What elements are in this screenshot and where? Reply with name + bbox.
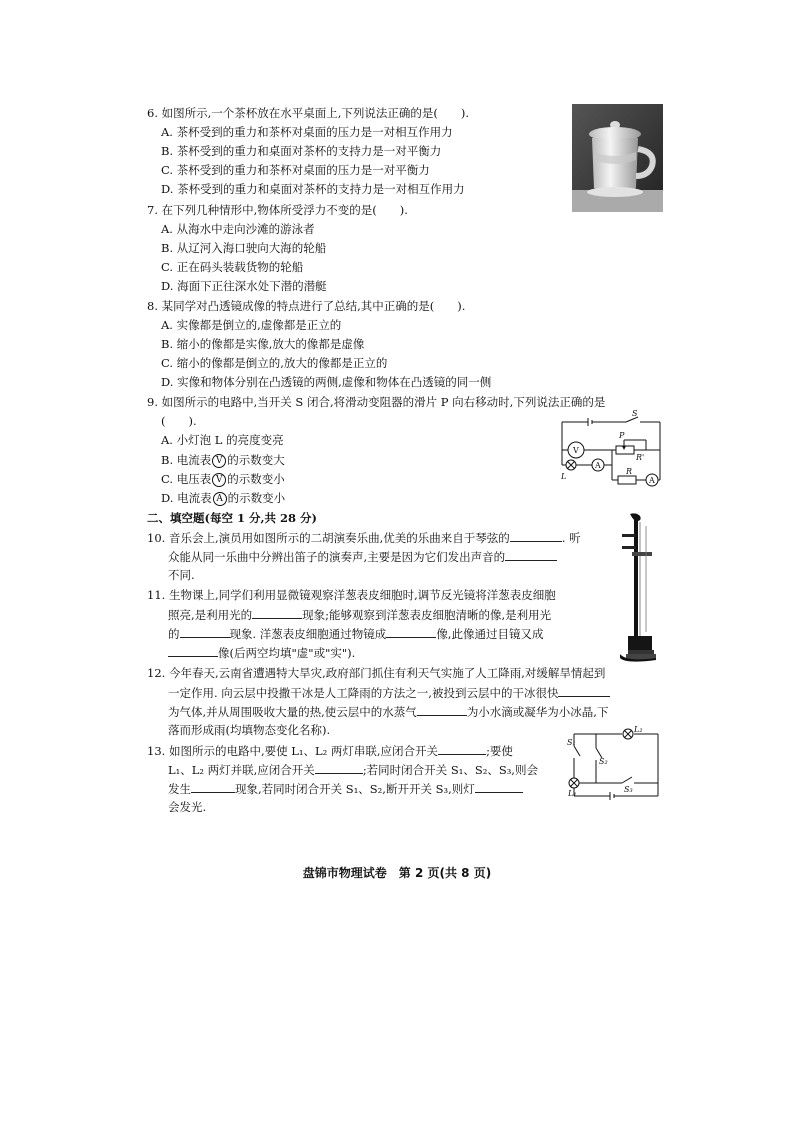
- q10-blank-2[interactable]: [505, 548, 557, 561]
- q13-blank-4[interactable]: [475, 780, 523, 793]
- q10-line-2: [168, 548, 557, 565]
- circuit9-label-l: L: [561, 472, 567, 481]
- q11-line-4: 像(后两空均填"虚"或"实").: [218, 646, 356, 660]
- q7-option-b: B. 从辽河入海口驶向大海的轮船: [161, 241, 327, 255]
- q7-option-d: D. 海面下正往深水处下潜的潜艇: [161, 279, 327, 293]
- q11-line-2a: 照亮,是利用光的: [168, 608, 253, 622]
- circuit13-label-s1: S₁: [567, 738, 576, 747]
- q8-option-d: D. 实像和物体分别在凸透镜的两侧,虚像和物体在凸透镜的同一侧: [161, 375, 492, 389]
- circuit9-ammeter-2: A: [649, 476, 655, 485]
- q13-line-3: [168, 780, 523, 797]
- circuit9-label-p: P: [619, 431, 625, 440]
- q12-line-3: [168, 703, 608, 720]
- q11-line-2: [168, 606, 551, 623]
- q10-line-1b: . 听: [561, 531, 581, 545]
- q12-blank-1[interactable]: [558, 684, 610, 697]
- q11-line-2b: 现象;能够观察到洋葱表皮细胞清晰的像,是利用光: [302, 608, 552, 622]
- q9-option-d-pre: D. 电流表: [161, 491, 212, 505]
- q13-line-4: 会发光.: [168, 800, 207, 814]
- q11-blank-4[interactable]: [168, 644, 218, 657]
- q9-option-d: [161, 490, 285, 506]
- q13-line-2: [168, 761, 538, 778]
- q13-line-2b: ;若同时闭合开关 S₁、S₂、S₃,则会: [362, 763, 538, 777]
- q13-line-2a: L₁、L₂ 两灯并联,应闭合开关: [168, 763, 315, 777]
- q9-option-a: A. 小灯泡 L 的亮度变亮: [161, 433, 284, 447]
- q10-line-2a: 众能从同一乐曲中分辨出笛子的演奏声,主要是因为它们发出声音的: [168, 550, 506, 564]
- q10-line-1a: 10. 音乐会上,演员用如图所示的二胡演奏乐曲,优美的乐曲来自于琴弦的: [147, 531, 510, 545]
- circuit9-ammeter-1: A: [595, 461, 601, 470]
- q6-option-d: D. 茶杯受到的重力和桌面对茶杯的支持力是一对相互作用力: [161, 182, 465, 196]
- q9-option-b-pre: B. 电流表: [161, 453, 212, 467]
- circuit9-label-r: R: [626, 467, 633, 476]
- q11-blank-2[interactable]: [180, 625, 230, 638]
- q13-blank-2[interactable]: [315, 761, 363, 774]
- q11-line-3: [168, 625, 543, 642]
- q9-option-b: [161, 452, 285, 468]
- q13-line-3b: 现象,若同时闭合开关 S₁、S₂,断开开关 S₃,则灯: [235, 782, 475, 796]
- q9-stem-cont: ( ).: [161, 414, 197, 428]
- q12-line-3b: 为小水滴或凝华为小冰晶,下: [466, 705, 609, 719]
- circuit13-label-s3: S₃: [624, 785, 633, 794]
- q9-option-c-post: 的示数变小: [227, 472, 285, 486]
- q6-option-b: B. 茶杯受到的重力和桌面对茶杯的支持力是一对平衡力: [161, 144, 442, 158]
- voltmeter-symbol: V: [212, 454, 226, 468]
- q11-line-4: [168, 644, 355, 661]
- q9-option-c-pre: C. 电压表: [161, 472, 212, 486]
- erhu-illustration: [618, 512, 664, 664]
- q11-blank-1[interactable]: [252, 606, 302, 619]
- q12-line-1: 12. 今年春天,云南省遭遇特大旱灾,政府部门抓住有利天气实施了人工降雨,对缓解旱情起到: [147, 666, 606, 680]
- q10-blank-1[interactable]: [510, 529, 562, 542]
- q6-option-a: A. 茶杯受到的重力和茶杯对桌面的压力是一对相互作用力: [161, 125, 453, 139]
- q12-line-4: 落而形成雨(均填物态变化名称).: [168, 723, 331, 737]
- q11-line-3c: 像,此像通过目镜又成: [436, 627, 544, 641]
- q9-option-b-post: 的示数变大: [227, 453, 285, 467]
- q11-blank-3[interactable]: [386, 625, 436, 638]
- circuit13-label-l1: L₁: [568, 789, 577, 798]
- q12-blank-2[interactable]: [417, 703, 467, 716]
- voltmeter-symbol: V: [212, 473, 226, 487]
- q7-stem: 7. 在下列几种情形中,物体所受浮力不变的是( ).: [147, 203, 408, 217]
- q8-option-c: C. 缩小的像都是倒立的,放大的像都是正立的: [161, 356, 388, 370]
- q9-circuit-diagram: [556, 410, 668, 492]
- q13-line-3a: 发生: [168, 782, 191, 796]
- q13-line-1: [147, 742, 513, 759]
- section-title-fill-in: 二、填空题(每空 1 分,共 28 分): [147, 511, 317, 525]
- q9-stem: 9. 如图所示的电路中,当开关 S 闭合,将滑动变阻器的滑片 P 向右移动时,下列说法正确的是: [147, 395, 606, 409]
- circuit13-label-l2: L₂: [634, 726, 643, 734]
- q9-option-c: [161, 471, 285, 487]
- q8-stem: 8. 某同学对凸透镜成像的特点进行了总结,其中正确的是( ).: [147, 299, 466, 313]
- q11-line-1: 11. 生物课上,同学们利用显微镜观察洋葱表皮细胞时,调节反光镜将洋葱表皮细胞: [147, 588, 556, 602]
- q11-line-3a: 的: [168, 627, 180, 641]
- q6-option-c: C. 茶杯受到的重力和茶杯对桌面的压力是一对平衡力: [161, 163, 430, 177]
- q8-option-a: A. 实像都是倒立的,虚像都是正立的: [161, 318, 342, 332]
- teacup-photo: [572, 104, 663, 212]
- q10-line-3: 不同.: [168, 568, 195, 582]
- q12-line-2: 一定作用. 向云层中投撒干冰是人工降雨的方法之一,被投到云层中的干冰很快: [168, 686, 559, 700]
- q13-line-1b: ;要使: [486, 744, 513, 758]
- circuit13-label-s2: S₂: [599, 757, 608, 766]
- q7-option-a: A. 从海水中走向沙滩的游泳者: [161, 222, 315, 236]
- q12-line-2: [168, 684, 610, 701]
- ammeter-symbol: A: [213, 492, 227, 506]
- q13-circuit-diagram: [566, 726, 666, 808]
- q13-blank-1[interactable]: [438, 742, 486, 755]
- page-footer: 盘锦市物理试卷 第 2 页(共 8 页): [302, 866, 492, 880]
- q10-line-1: [147, 529, 581, 546]
- q7-option-c: C. 正在码头装载货物的轮船: [161, 260, 304, 274]
- q12-line-3a: 为气体,并从周围吸收大量的热,使云层中的水蒸气: [168, 705, 417, 719]
- q9-option-d-post: 的示数变小: [227, 491, 286, 505]
- q11-line-3b: 现象. 洋葱表皮细胞通过物镜成: [229, 627, 387, 641]
- q13-line-1a: 13. 如图所示的电路中,要使 L₁、L₂ 两灯串联,应闭合开关: [147, 744, 439, 758]
- q6-stem: 6. 如图所示,一个茶杯放在水平桌面上,下列说法正确的是( ).: [147, 106, 470, 120]
- q13-blank-3[interactable]: [191, 780, 235, 793]
- circuit9-label-r-prime: R': [636, 453, 645, 462]
- circuit9-voltmeter: V: [573, 446, 579, 455]
- circuit9-label-s: S: [632, 410, 638, 418]
- q8-option-b: B. 缩小的像都是实像,放大的像都是虚像: [161, 337, 365, 351]
